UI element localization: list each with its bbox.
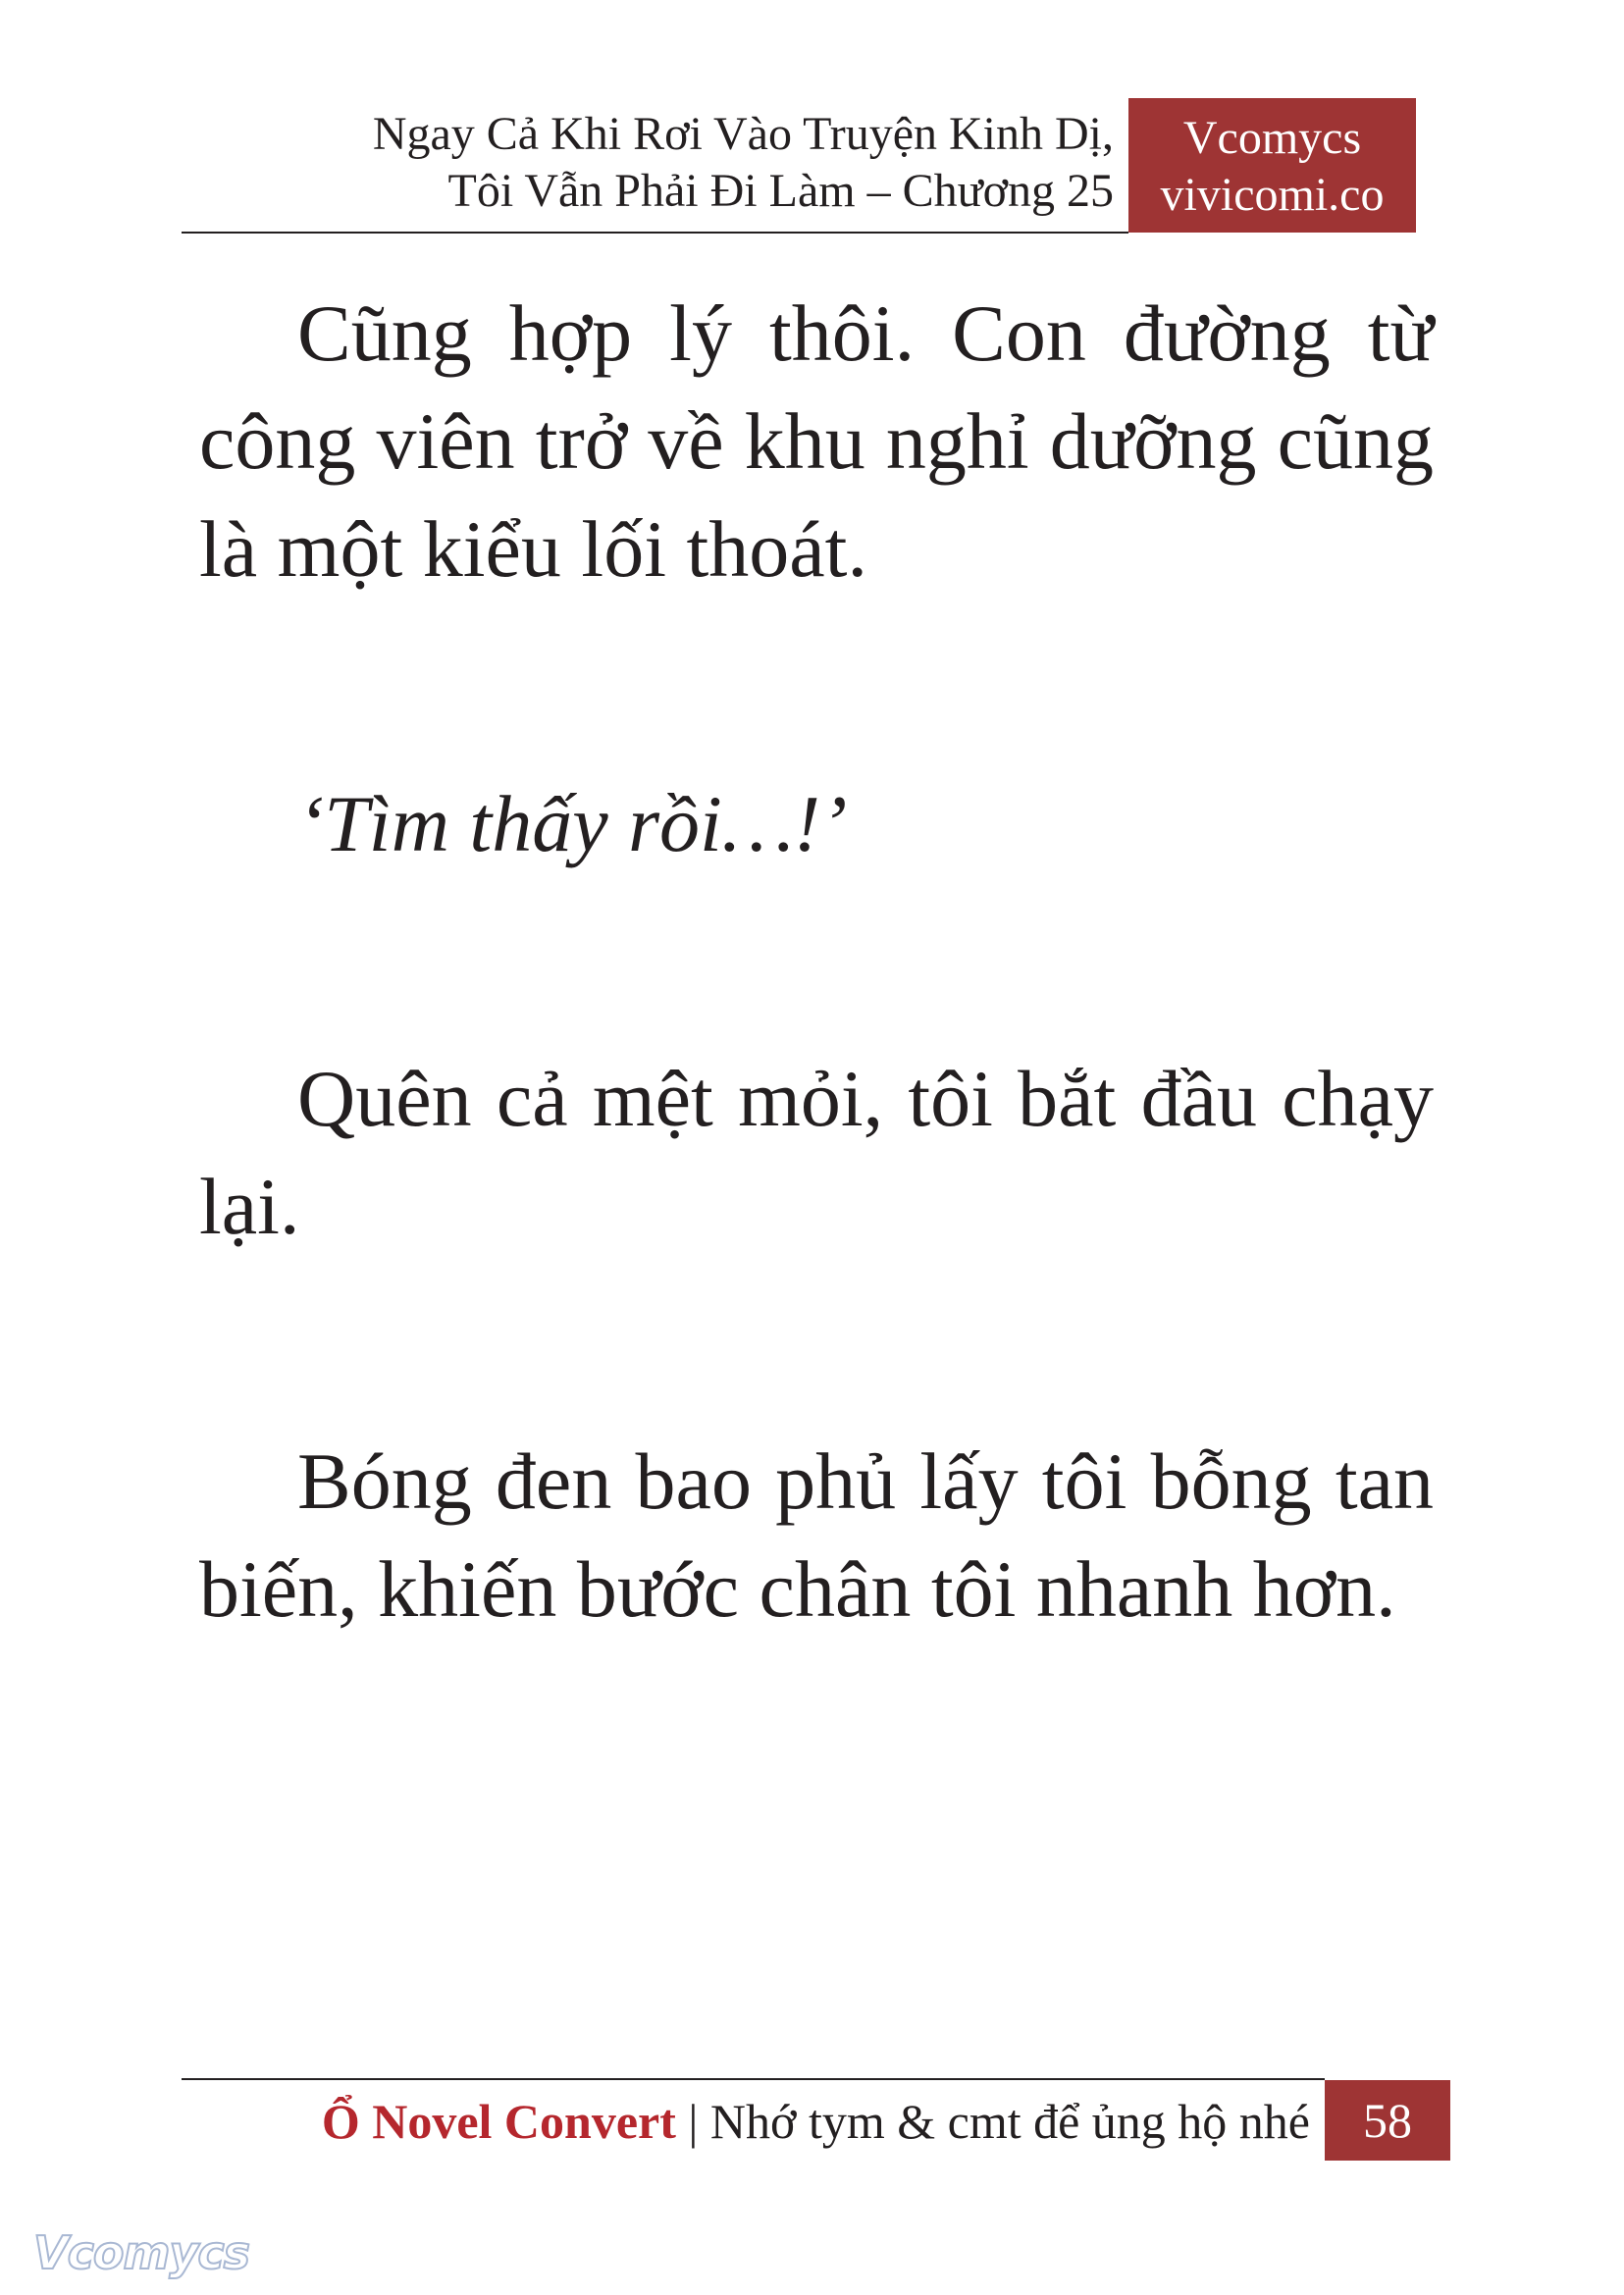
story-paragraph: Bóng đen bao phủ lấy tôi bỗng tan biến, khiến bước chân tôi nhanh hơn. <box>199 1436 1434 1634</box>
footer-divider <box>182 2078 1325 2080</box>
site-badge-name: Vcomycs <box>1182 112 1362 164</box>
footer-brand: Ổ Novel Convert <box>321 2094 676 2149</box>
story-paragraph: Cũng hợp lý thôi. Con đường từ công viên trở về khu nghỉ dưỡng cũng là một kiểu lối thoát. <box>199 288 1434 594</box>
story-paragraph: Quên cả mệt mỏi, tôi bắt đầu chạy lại. <box>199 1054 1434 1251</box>
chapter-title-line1: Ngay Cả Khi Rơi Vào Truyện Kinh Dị, <box>372 108 1114 160</box>
footer-separator: | <box>688 2094 699 2149</box>
site-badge <box>1128 98 1416 233</box>
story-thought: ‘Tìm thấy rồi…!’ <box>297 779 848 868</box>
footer-note <box>182 2092 1310 2151</box>
header-divider <box>182 232 1128 234</box>
chapter-title <box>182 106 1114 220</box>
site-badge-url: vivicomi.co <box>1160 169 1385 221</box>
chapter-title-line2: Tôi Vẫn Phải Đi Làm – Chương 25 <box>447 165 1114 217</box>
vcomycs-logo-icon <box>29 2219 255 2284</box>
vcomycs-logo-text: Vcomycs <box>33 2226 250 2279</box>
footer-message: Nhớ tym & cmt để ủng hộ nhé <box>709 2094 1310 2149</box>
page-number: 58 <box>1325 2080 1450 2161</box>
